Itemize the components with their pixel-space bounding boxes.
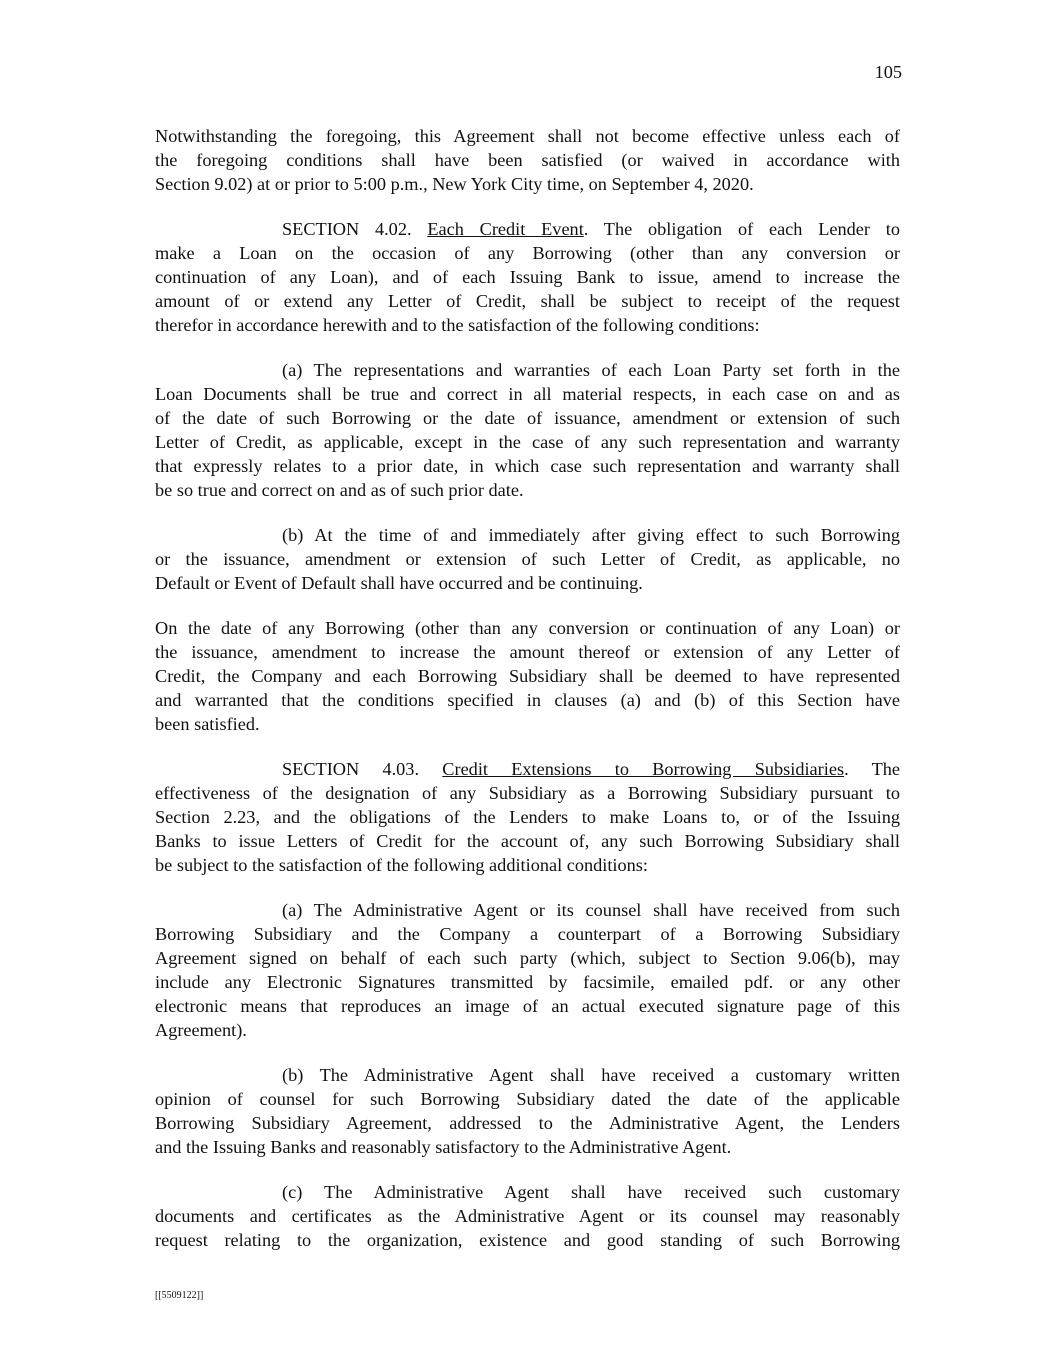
text-segment: include any Electronic Signatures transmitted by facsimile, emailed pdf. or any other [155, 972, 900, 992]
text-segment: SECTION 4.02. [282, 219, 428, 239]
text-line [155, 1204, 900, 1228]
text-line [155, 616, 900, 640]
line-content [282, 360, 900, 380]
text-line [155, 172, 900, 196]
text-line [155, 289, 900, 313]
document-body [155, 124, 900, 1273]
text-segment: . The [844, 759, 901, 779]
text-segment: and the Issuing Banks and reasonably satisfactory to the Administrative Agent. [155, 1137, 732, 1157]
text-line [155, 124, 900, 148]
text-line [155, 478, 900, 502]
text-segment: of the date of such Borrowing or the date of issuance, amendment or extension of such [155, 408, 900, 428]
text-line [155, 829, 900, 853]
text-segment: On the date of any Borrowing (other than any conversion or continuation of any Loan) or [155, 618, 900, 638]
line-content [282, 219, 900, 239]
line-content [155, 432, 900, 452]
text-line [155, 241, 900, 265]
text-segment: Notwithstanding the foregoing, this Agreement shall not become effective unless each of [155, 126, 900, 146]
text-line [155, 1018, 900, 1042]
text-segment: Agreement). [155, 1020, 247, 1040]
line-content [155, 1206, 900, 1226]
text-line [155, 217, 900, 241]
text-line [155, 994, 900, 1018]
text-line [155, 898, 900, 922]
text-line [155, 712, 900, 736]
line-content [155, 714, 260, 734]
text-line [155, 1111, 900, 1135]
paragraph [155, 616, 900, 736]
line-content [155, 948, 900, 968]
line-content [155, 243, 900, 263]
line-content [155, 807, 900, 827]
line-content [155, 456, 900, 476]
line-content [155, 666, 900, 686]
text-segment: Borrowing Subsidiary and the Company a counterpart of a Borrowing Subsidiary [155, 924, 900, 944]
line-content [155, 783, 900, 803]
text-segment: that expressly relates to a prior date, in which case such representation and warranty shall [155, 456, 900, 476]
text-line [155, 547, 900, 571]
text-line [155, 946, 900, 970]
text-segment: or the issuance, amendment or extension of such Letter of Credit, as applicable, no [155, 549, 900, 569]
paragraph [155, 898, 900, 1042]
line-content [155, 618, 900, 638]
text-segment: the issuance, amendment to increase the amount thereof or extension of any Letter of [155, 642, 900, 662]
text-line [155, 571, 900, 595]
text-segment: Section 2.23, and the obligations of the Lenders to make Loans to, or of the Issuing [155, 807, 900, 827]
line-content [282, 525, 900, 545]
text-line [155, 781, 900, 805]
text-segment: SECTION 4.03. [282, 759, 443, 779]
text-line [155, 265, 900, 289]
text-segment: amount of or extend any Letter of Credit, shall be subject to receipt of the request [155, 291, 900, 311]
line-content [155, 1020, 247, 1040]
paragraph [155, 1063, 900, 1159]
text-line [155, 523, 900, 547]
text-segment: (b) At the time of and immediately after giving effect to such Borrowing [282, 525, 900, 545]
text-segment: therefor in accordance herewith and to the satisfaction of the following conditions: [155, 315, 760, 335]
line-content [155, 291, 900, 311]
text-line [155, 454, 900, 478]
line-content [155, 1230, 900, 1250]
text-line [155, 640, 900, 664]
text-line [155, 805, 900, 829]
text-line [155, 1180, 900, 1204]
paragraph [155, 124, 900, 196]
line-content [155, 924, 900, 944]
paragraph [155, 1180, 900, 1252]
section-heading: Each Credit Event [427, 219, 584, 239]
line-content [155, 855, 648, 875]
text-line [155, 757, 900, 781]
line-content [155, 480, 524, 500]
text-segment: opinion of counsel for such Borrowing Subsidiary dated the date of the applicable [155, 1089, 900, 1109]
line-content [155, 996, 900, 1016]
text-line [155, 853, 900, 877]
text-segment: Borrowing Subsidiary Agreement, addressed to the Administrative Agent, the Lenders [155, 1113, 900, 1133]
text-line [155, 406, 900, 430]
text-line [155, 430, 900, 454]
text-segment: effectiveness of the designation of any Subsidiary as a Borrowing Subsidiary pursuant to [155, 783, 900, 803]
text-segment: be subject to the satisfaction of the following additional conditions: [155, 855, 648, 875]
text-segment: been satisfied. [155, 714, 260, 734]
text-segment: Section 9.02) at or prior to 5:00 p.m., New York City time, on September 4, 2020. [155, 174, 754, 194]
text-segment: . The obligation of each Lender to [583, 219, 900, 239]
line-content [155, 831, 900, 851]
text-line [155, 922, 900, 946]
text-segment: (a) The Administrative Agent or its counsel shall have received from such [282, 900, 900, 920]
line-content [155, 384, 900, 404]
text-segment: Banks to issue Letters of Credit for the account of, any such Borrowing Subsidiary shall [155, 831, 900, 851]
text-segment: Loan Documents shall be true and correct in all material respects, in each case on and as [155, 384, 900, 404]
line-content [155, 549, 900, 569]
text-segment: (a) The representations and warranties of each Loan Party set forth in the [282, 360, 900, 380]
text-segment: electronic means that reproduces an image of an actual executed signature page of this [155, 996, 900, 1016]
text-segment: and warranted that the conditions specified in clauses (a) and (b) of this Section have [155, 690, 900, 710]
paragraph [155, 757, 900, 877]
line-content [155, 573, 643, 593]
line-content [155, 315, 760, 335]
document-id-footer: [[5509122]] [155, 1290, 204, 1301]
line-content [155, 972, 900, 992]
text-line [155, 664, 900, 688]
text-segment: request relating to the organization, existence and good standing of such Borrowing [155, 1230, 900, 1250]
text-segment: the foregoing conditions shall have been satisfied (or waived in accordance with [155, 150, 900, 170]
line-content [282, 759, 900, 779]
line-content [155, 690, 900, 710]
text-segment: be so true and correct on and as of such prior date. [155, 480, 524, 500]
text-segment: make a Loan on the occasion of any Borrowing (other than any conversion or [155, 243, 900, 263]
text-line [155, 1087, 900, 1111]
text-line [155, 970, 900, 994]
text-segment: Agreement signed on behalf of each such party (which, subject to Section 9.06(b), may [155, 948, 900, 968]
line-content [282, 1065, 900, 1085]
line-content [155, 126, 900, 146]
section-heading: Credit Extensions to Borrowing Subsidiaries [442, 759, 845, 779]
line-content [155, 1089, 900, 1109]
line-content [282, 900, 900, 920]
line-content [155, 1113, 900, 1133]
paragraph [155, 523, 900, 595]
line-content [155, 267, 900, 287]
line-content [155, 174, 754, 194]
text-line [155, 1063, 900, 1087]
text-line [155, 148, 900, 172]
text-line [155, 382, 900, 406]
text-segment: Credit, the Company and each Borrowing Subsidiary shall be deemed to have represented [155, 666, 900, 686]
text-segment: Default or Event of Default shall have occurred and be continuing. [155, 573, 643, 593]
text-line [155, 313, 900, 337]
text-segment: (c) The Administrative Agent shall have received such customary [282, 1182, 900, 1202]
text-segment: (b) The Administrative Agent shall have received a customary written [282, 1065, 900, 1085]
line-content [155, 408, 900, 428]
line-content [155, 642, 900, 662]
line-content [155, 1137, 731, 1157]
page-number: 105 [874, 62, 902, 82]
text-line [155, 358, 900, 382]
text-line [155, 1228, 900, 1252]
text-segment: documents and certificates as the Administrative Agent or its counsel may reasonably [155, 1206, 900, 1226]
paragraph [155, 217, 900, 337]
line-content [155, 150, 900, 170]
text-segment: Letter of Credit, as applicable, except in the case of any such representation and warranty [155, 432, 900, 452]
paragraph [155, 358, 900, 502]
text-line [155, 1135, 900, 1159]
text-segment: continuation of any Loan), and of each Issuing Bank to issue, amend to increase the [155, 267, 900, 287]
text-line [155, 688, 900, 712]
line-content [282, 1182, 900, 1202]
